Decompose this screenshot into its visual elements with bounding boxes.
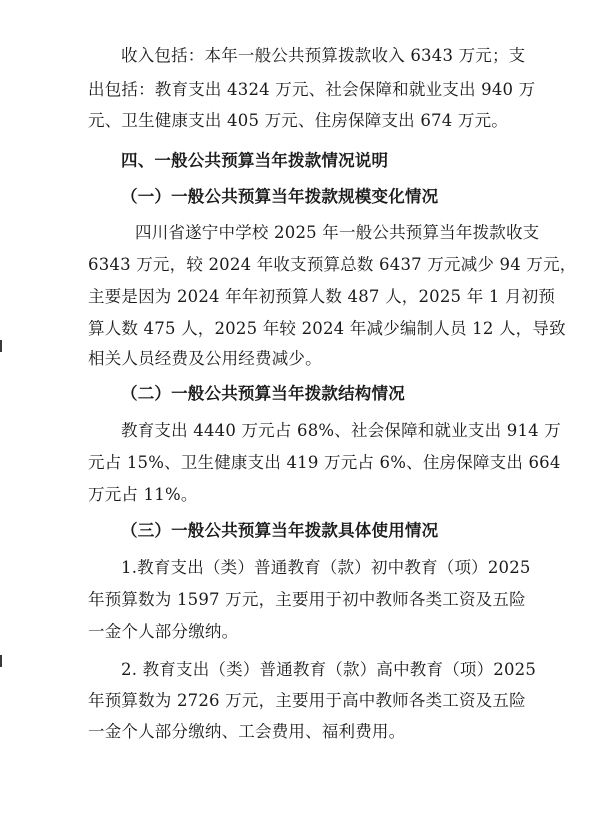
paragraph-line: 收入包括：本年一般公共预算拨款收入 6343 万元；支	[121, 46, 526, 65]
paragraph-line: 年预算数为 2726 万元，主要用于高中教师各类工资及五险	[88, 691, 526, 710]
section-heading: 四、一般公共预算当年拨款情况说明	[121, 151, 389, 170]
paragraph-line: 年预算数为 1597 万元，主要用于初中教师各类工资及五险	[88, 590, 526, 609]
subsection-heading: （三）一般公共预算当年拨款具体使用情况	[121, 521, 439, 540]
paragraph-line: 元、卫生健康支出 405 万元、住房保障支出 674 万元。	[88, 111, 508, 130]
scan-edge-mark	[0, 340, 2, 352]
paragraph-line: 万元占 11%。	[88, 485, 198, 504]
paragraph-line: 主要是因为 2024 年年初预算人数 487 人，2025 年 1 月初预	[88, 287, 556, 306]
paragraph-line: 1.教育支出（类）普通教育（款）初中教育（项）2025	[121, 558, 531, 577]
scan-edge-mark	[0, 655, 2, 667]
subsection-heading: （二）一般公共预算当年拨款结构情况	[121, 384, 405, 403]
paragraph-line: 相关人员经费及公用经费减少。	[88, 349, 322, 368]
paragraph-line: 教育支出 4440 万元占 68%、社会保障和就业支出 914 万	[121, 421, 561, 440]
paragraph-line: 元占 15%、卫生健康支出 419 万元占 6%、住房保障支出 664	[88, 453, 561, 472]
paragraph-line: 一金个人部分缴纳、工会费用、福利费用。	[88, 722, 406, 741]
paragraph-line: 出包括：教育支出 4324 万元、社会保障和就业支出 940 万	[88, 80, 536, 99]
paragraph-line: 四川省遂宁中学校 2025 年一般公共预算当年拨款收支	[135, 223, 540, 242]
paragraph-line: 一金个人部分缴纳。	[88, 622, 239, 641]
paragraph-line: 6343 万元，较 2024 年收支预算总数 6437 万元减少 94 万元，	[88, 255, 577, 274]
paragraph-line: 2. 教育支出（类）普通教育（款）高中教育（项）2025	[121, 660, 537, 679]
subsection-heading: （一）一般公共预算当年拨款规模变化情况	[121, 187, 439, 206]
paragraph-line: 算人数 475 人，2025 年较 2024 年减少编制人员 12 人，导致	[88, 319, 566, 338]
